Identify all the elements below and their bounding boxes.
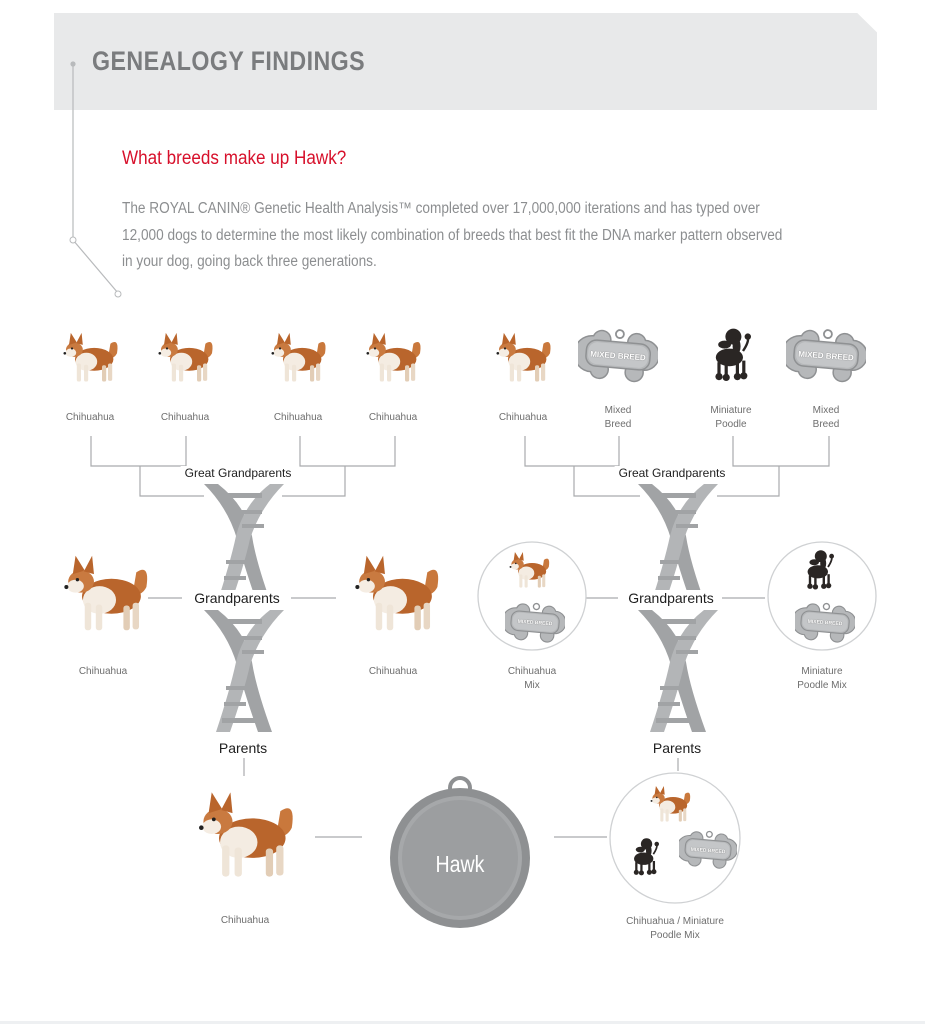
gg-label-line: Mixed [604,405,632,416]
tier-label-grandparents: Grandparents [624,590,718,606]
dog-name-tag: Hawk [435,851,485,877]
parent-label-line: Poodle Mix [650,930,700,941]
parent-label: Chihuahua [220,915,270,926]
tier-label-great-grandparents: Great Grandparents [615,466,730,480]
tier-label-parents: Parents [649,740,705,756]
tier-label-great-grandparents: Great Grandparents [181,466,296,480]
bone-tag-text: MIXED BREED [690,846,726,856]
gg-label: Chihuahua [498,412,548,423]
gg-label: Chihuahua [273,412,323,423]
gg-label [686,404,776,432]
gg-label-line: Breed [812,419,840,430]
grandparent-label [487,665,577,693]
gg-label-line: Miniature [710,405,752,416]
grandparent-label: Chihuahua [78,666,128,677]
grandparent-label-line: Miniature [801,666,843,677]
bone-tag-text: MIXED BREED [589,349,647,363]
gg-label: Chihuahua [160,412,210,423]
bone-tag-text: MIXED BREED [807,618,843,628]
gg-label: Chihuahua [65,412,115,423]
gg-label-line: Poodle [715,419,747,430]
grandparent-label-line: Poodle Mix [797,680,847,691]
bone-tag-text: MIXED BREED [797,349,855,363]
gg-label [781,404,871,432]
gg-label: Chihuahua [368,412,418,423]
grandparent-label: Chihuahua [368,666,418,677]
parent-label [615,915,735,943]
tier-label-grandparents: Grandparents [190,590,284,606]
grandparent-label-line: Chihuahua [507,666,557,677]
bone-tag-text: MIXED BREED [517,618,553,628]
tier-label-parents: Parents [215,740,271,756]
intro-paragraph: The ROYAL CANIN® Genetic Health Analysis™ completed over 17,000,000 iterations and has typed over 12,000 dogs to determine the most likely combination of breeds that best fit the DNA marker pattern observed in your dog, going back three generations. [122,200,783,270]
parent-label-line: Chihuahua / Miniature [626,916,724,927]
section-title: GENEALOGY FINDINGS [92,46,366,76]
grandparent-label-line: Mix [524,680,540,691]
grandparent-label [777,665,867,693]
gg-image-1 [63,333,117,382]
gg-label [573,404,663,432]
gg-label-line: Mixed [812,405,840,416]
gg-label-line: Breed [604,419,632,430]
question-heading: What breeds make up Hawk? [122,148,347,169]
